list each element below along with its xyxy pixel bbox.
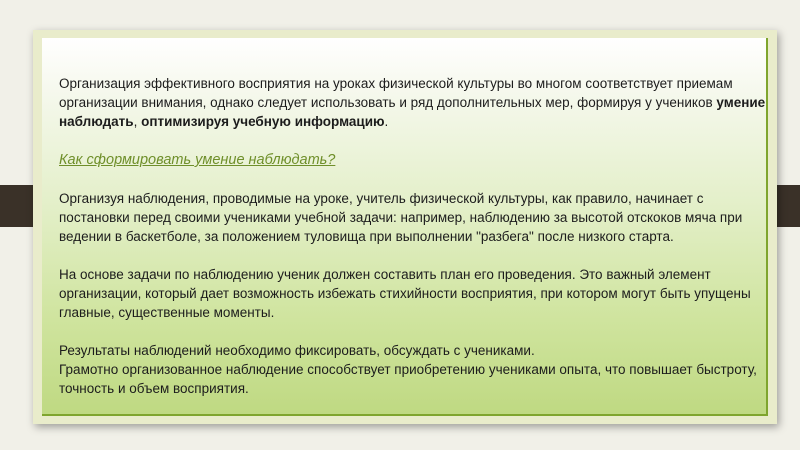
paragraph-results: Результаты наблюдений необходимо фиксировать, обсуждать с учениками. (59, 343, 535, 358)
slide-frame (33, 30, 777, 424)
slide-content-panel (42, 38, 768, 416)
paragraph-observation: Организуя наблюдения, проводимые на уроке, учитель физической культуры, как правило, начинает с постановки перед своими учениками учебной задачи: например, наблюдению за высотой отскоков мяча при ведении в баскетболе, за положением туловища при выполнении "разбега" после низкого старта. (59, 191, 743, 244)
intro-paragraph (59, 74, 769, 131)
intro-text: Организация эффективного восприятия на уроках физической культуры во многом соответствует приемам организации внимания, однако следует использовать и ряд дополнительных мер, формируя у учеников (59, 76, 733, 110)
intro-period: . (384, 114, 389, 129)
paragraph-experience: Грамотно организованное наблюдение способствует приобретению учениками опыта, что повышает быстроту, точность и объем восприятия. (59, 362, 757, 396)
intro-bold-observe: умение наблюдать (59, 95, 766, 129)
intro-bold-optimize: оптимизируя учебную информацию (141, 114, 385, 129)
slide-text (59, 74, 769, 398)
paragraph-plan: На основе задачи по наблюдению ученик должен составить план его проведения. Это важный элемент организации, который дает возможность избежать стихийности восприятия, при котором могут быть упущены главные, существенные моменты. (59, 267, 751, 320)
intro-comma: , (133, 114, 142, 129)
question-heading: Как сформировать умение наблюдать? (59, 152, 336, 168)
question-paragraph (59, 150, 769, 170)
